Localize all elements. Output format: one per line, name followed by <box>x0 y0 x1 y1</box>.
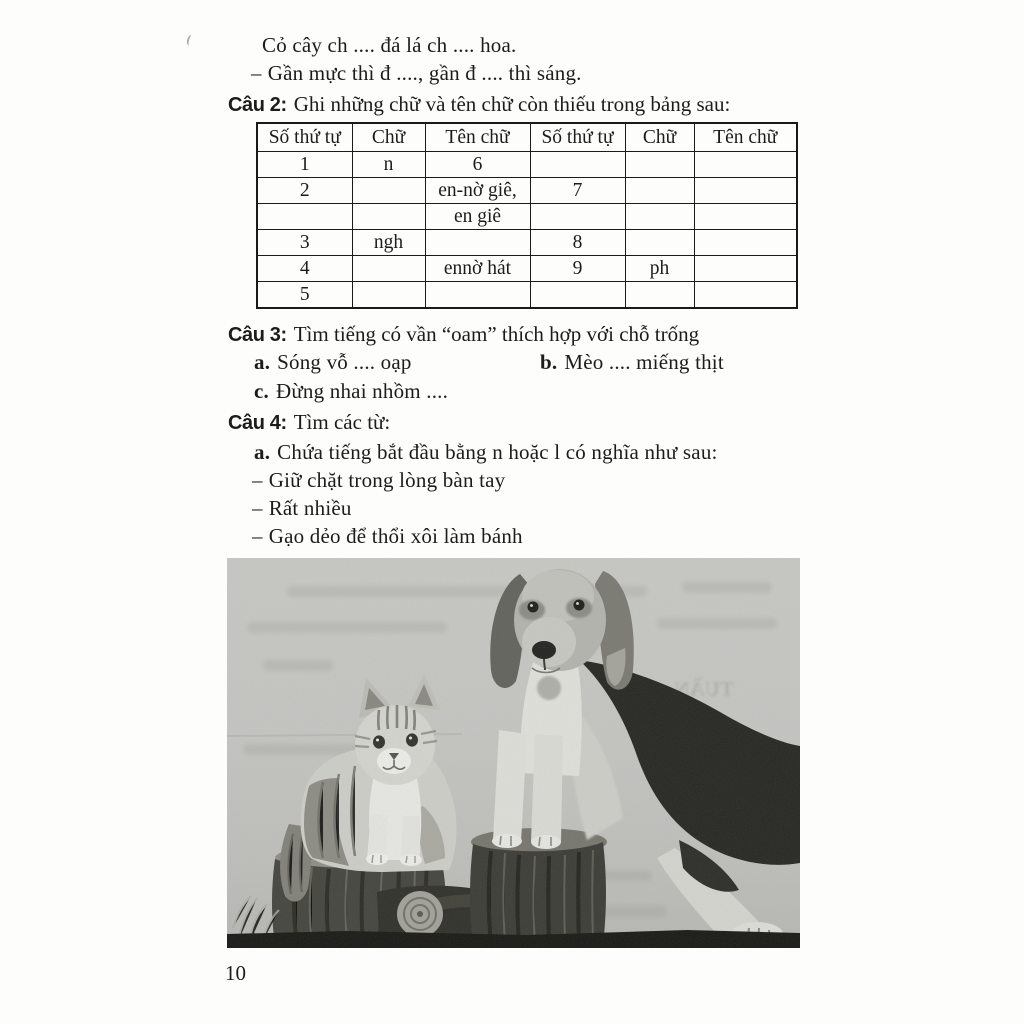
table-cell: n <box>352 152 425 178</box>
table-cell: 2 <box>257 178 352 204</box>
question-3-item-a <box>254 350 412 375</box>
table-cell <box>625 204 694 230</box>
question-4-bullet-3 <box>252 524 523 549</box>
table-row <box>257 282 797 309</box>
table-cell <box>530 282 625 309</box>
table-cell <box>352 256 425 282</box>
table-cell: en giê <box>425 204 530 230</box>
question-2-heading <box>228 92 730 117</box>
col-header: Chữ <box>625 123 694 152</box>
table-cell: 9 <box>530 256 625 282</box>
question-4-bullet-2 <box>252 496 352 521</box>
table-row <box>257 178 797 204</box>
letters-table <box>256 122 798 309</box>
table-cell <box>352 282 425 309</box>
bullet-text: Gạo dẻo để thổi xôi làm bánh <box>268 524 523 548</box>
table-cell <box>694 152 797 178</box>
dash-mark: – <box>251 61 262 85</box>
photo-illustration <box>227 558 800 948</box>
table-cell <box>694 282 797 309</box>
question-4-label: Câu 4: <box>228 412 287 434</box>
table-header-row <box>257 123 797 152</box>
table-row <box>257 152 797 178</box>
col-header: Chữ <box>352 123 425 152</box>
table-cell <box>694 256 797 282</box>
question-4-heading <box>228 410 390 435</box>
intro-line-1-text: Cỏ cây ch .... đá lá ch .... hoa. <box>262 33 517 57</box>
table-cell <box>625 152 694 178</box>
photo-grain <box>227 558 800 948</box>
table-cell: 7 <box>530 178 625 204</box>
question-2-label: Câu 2: <box>228 94 287 116</box>
table-row <box>257 230 797 256</box>
table-cell <box>625 282 694 309</box>
table-cell: 6 <box>425 152 530 178</box>
question-3-item-c <box>254 379 448 404</box>
item-text: Sóng vỗ .... oạp <box>277 350 412 374</box>
question-3-text: Tìm tiếng có vần “oam” thích hợp với chỗ trống <box>293 322 700 346</box>
dash-mark: – <box>252 496 263 520</box>
question-2-text: Ghi những chữ và tên chữ còn thiếu trong bảng sau: <box>293 92 731 116</box>
item-letter: c. <box>254 379 269 403</box>
item-text: Đừng nhai nhồm .... <box>275 379 449 403</box>
table-cell: en-nờ giê, <box>425 178 530 204</box>
question-3-heading <box>228 322 699 347</box>
page-number: 10 <box>225 961 246 985</box>
table-cell <box>257 204 352 230</box>
table-cell <box>530 204 625 230</box>
col-header: Tên chữ <box>694 123 797 152</box>
table-cell <box>352 178 425 204</box>
table-row <box>257 256 797 282</box>
table-cell <box>425 230 530 256</box>
table-cell <box>625 178 694 204</box>
question-4-text: Tìm các từ: <box>293 410 391 434</box>
intro-line-2 <box>251 61 582 86</box>
table-cell: ennờ hát <box>425 256 530 282</box>
table-cell <box>352 204 425 230</box>
item-text: Chứa tiếng bắt đầu bằng n hoặc l có nghĩa như sau: <box>277 440 718 464</box>
question-4-sub-a <box>254 440 718 465</box>
dash-mark: – <box>252 468 263 492</box>
intro-line-2-text: Gần mực thì đ ...., gần đ .... thì sáng. <box>267 61 582 85</box>
table-cell: ngh <box>352 230 425 256</box>
item-letter: a. <box>254 440 271 464</box>
table-cell <box>694 204 797 230</box>
table-cell: 5 <box>257 282 352 309</box>
item-letter: a. <box>254 350 271 374</box>
question-3-item-b <box>540 350 724 375</box>
table-row <box>257 204 797 230</box>
table-cell: 8 <box>530 230 625 256</box>
item-letter: b. <box>540 350 558 374</box>
table-cell <box>425 282 530 309</box>
dash-mark: – <box>252 524 263 548</box>
table-cell: 4 <box>257 256 352 282</box>
table-cell <box>694 178 797 204</box>
ink-speck <box>186 34 195 46</box>
col-header: Tên chữ <box>425 123 530 152</box>
bullet-text: Rất nhiều <box>268 496 352 520</box>
table-cell <box>694 230 797 256</box>
table-cell: 1 <box>257 152 352 178</box>
item-text: Mèo .... miếng thịt <box>564 350 724 374</box>
question-3-label: Câu 3: <box>228 324 287 346</box>
table-cell: 3 <box>257 230 352 256</box>
table-cell <box>530 152 625 178</box>
question-4-bullet-1 <box>252 468 505 493</box>
col-header: Số thứ tự <box>530 123 625 152</box>
col-header: Số thứ tự <box>257 123 352 152</box>
table-cell <box>625 230 694 256</box>
bullet-text: Giữ chặt trong lòng bàn tay <box>268 468 506 492</box>
table-cell: ph <box>625 256 694 282</box>
photo-kitten-and-beagle <box>227 558 800 948</box>
intro-line-1 <box>262 33 516 58</box>
